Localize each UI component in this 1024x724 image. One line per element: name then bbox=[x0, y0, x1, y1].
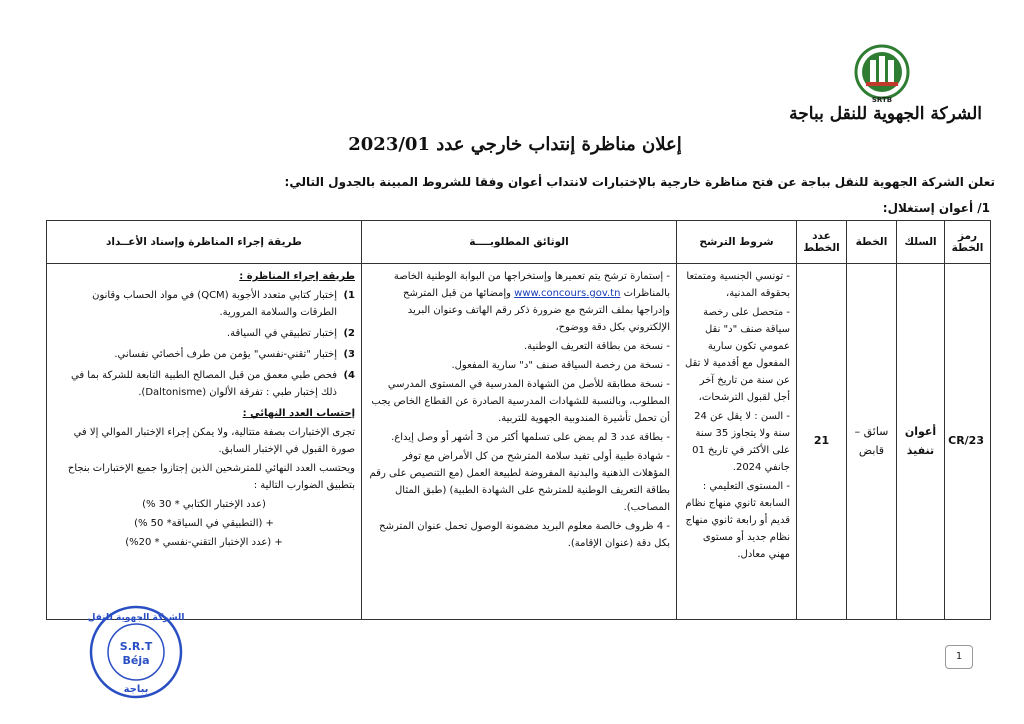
cell-procedure bbox=[47, 264, 362, 620]
header-procedure: طريقة إجراء المناظرة وإسناد الأعــداد bbox=[47, 221, 362, 264]
cell-plan: سائق – قابض bbox=[847, 264, 897, 620]
document-item: - نسخة من بطاقة التعريف الوطنية. bbox=[523, 341, 670, 352]
document-item: - 4 ظروف خالصة معلوم البريد مضمونة الوصول تحمل عنوان المترشح بكل دقة (عنوان الإقامة). bbox=[379, 521, 670, 549]
condition-age: - السن : لا يقل عن 24 سنة ولا يتجاوز 35 سنة على الأكثر في تاريخ 01 جانفي 2024. bbox=[692, 411, 790, 473]
stamp-bottom-text: بباجة bbox=[123, 684, 149, 695]
formula-line: + (عدد الإختبار التقني-نفسي * 20%) bbox=[125, 537, 283, 548]
step-number: 4) bbox=[343, 370, 355, 381]
formula-line: + (التطبيقي في السياقة* 50 %) bbox=[134, 518, 274, 529]
concours-link[interactable]: www.concours.gov.tn bbox=[514, 288, 621, 299]
condition-license: - متحصل على رخصة سياقة صنف "د" نقل عمومي تكون سارية المفعول مع أقدمية لا تقل عن سنة من تاريخ آخر أجل لقبول الترشحات، bbox=[685, 307, 790, 403]
table-row bbox=[47, 264, 991, 620]
procedure-paragraph: تجرى الإختبارات بصفة متتالية، ولا يمكن إجراء الإختبار الموالي إلا في صورة القبول في الإختبار السابق. bbox=[73, 427, 355, 455]
company-name: الشركة الجهوية للنقل بباجة bbox=[789, 104, 982, 124]
cell-corps: أعوان تنفيذ bbox=[897, 264, 945, 620]
header-corps: السلك bbox=[897, 221, 945, 264]
doc-text: وإمضائها من قبل المترشح وإدراجها بملف الترشح مع ضرورة ذكر رقم الهاتف وعنوان البريد الإلكتروني بكل دقة ووضوح، bbox=[403, 288, 670, 333]
formula-line: (عدد الإختبار الكتابي * 30 %) bbox=[142, 499, 266, 510]
cell-count: 21 bbox=[797, 264, 847, 620]
condition-education: - المستوى التعليمي : السابعة ثانوي منهاج نظام قديم أو رابعة ثانوي منهاج نظام جديد أو مستوى مهني معادل. bbox=[685, 481, 790, 560]
procedure-steps bbox=[53, 287, 355, 401]
final-score-title: إحتساب العدد النهائي : bbox=[242, 408, 355, 419]
header-documents: الوثائق المطلوبــــة bbox=[362, 221, 677, 264]
list-item bbox=[53, 346, 355, 363]
official-stamp bbox=[88, 604, 184, 700]
list-item bbox=[53, 325, 355, 342]
procedure-title: طريقة إجراء المناظرة : bbox=[239, 271, 355, 282]
step-text: إختبار "تقني-نفسي" يؤمن من طرف أخصائي نفساني. bbox=[114, 349, 337, 360]
document-item bbox=[368, 268, 670, 336]
section-heading: 1/ أعوان إستغلال: bbox=[882, 201, 990, 215]
doc-text: - إستمارة ترشح يتم تعميرها وإستخراجها من البوابة الوطنية الخاصة بالمناظرات bbox=[393, 271, 670, 299]
step-text: فحص طبي معمق من قبل المصالح الطبية التابعة للشركة بما في ذلك إختبار طبي : تفرقة الألوان (Daltonisme). bbox=[71, 370, 337, 398]
step-number: 1) bbox=[343, 290, 355, 301]
condition-nationality: - تونسي الجنسية ومتمتعا بحقوقه المدنية، bbox=[686, 271, 790, 299]
document-item: - بطاقة عدد 3 لم يمض على تسلمها أكثر من 3 أشهر أو وصل إيداع. bbox=[391, 432, 670, 443]
step-number: 3) bbox=[343, 349, 355, 360]
header-code: رمز الخطة bbox=[945, 221, 991, 264]
document-item: - نسخة من رخصة السياقة صنف "د" سارية المفعول. bbox=[451, 360, 670, 371]
stamp-top-text: الشركة الجهوية للنقل bbox=[88, 613, 184, 623]
list-item bbox=[53, 367, 355, 401]
intro-text: تعلن الشركة الجهوية للنقل بباجة عن فتح مناظرة خارجية بالإختبارات لانتداب أعوان وفقا للشروط المبينة بالجدول التالي: bbox=[284, 175, 995, 189]
page-title: إعلان مناظرة إنتداب خارجي عدد 2023/01 bbox=[348, 134, 682, 155]
company-logo bbox=[852, 44, 912, 104]
header-count: عدد الخطط bbox=[797, 221, 847, 264]
cell-conditions bbox=[677, 264, 797, 620]
step-text: إختبار تطبيقي في السياقة. bbox=[226, 328, 337, 339]
cell-documents bbox=[362, 264, 677, 620]
document-item: - شهادة طبية أولى تفيد سلامة المترشح من كل الأمراض مع توفر المؤهلات الذهنية والبدنية المفروضة لطبيعة العمل (مع التنصيص على رقم بطاقة التعريف الوطنية للمترشح على الشهادة الطبية) (طبق المثال المصاحب). bbox=[369, 451, 670, 513]
document-item: - نسخة مطابقة للأصل من الشهادة المدرسية في المستوى المدرسي المطلوب، وبالنسبة للشهادات المدرسية الصادرة عن القطاع الخاص يجب أن تحمل تأشيرة المندوبية الجهوية للتربية. bbox=[371, 379, 670, 424]
header-plan: الخطة bbox=[847, 221, 897, 264]
recruitment-table bbox=[46, 220, 991, 620]
cell-code: CR/23 bbox=[945, 264, 991, 620]
header-conditions: شروط الترشح bbox=[677, 221, 797, 264]
step-number: 2) bbox=[343, 328, 355, 339]
stamp-beja: Béja bbox=[122, 654, 150, 667]
procedure-paragraph: ويحتسب العدد النهائي للمترشحين الذين إجتازوا جميع الإختبارات بنجاح بتطبيق الضوارب التالية : bbox=[67, 463, 355, 491]
step-text: إختبار كتابي متعدد الأجوبة (QCM) في مواد الحساب وقانون الطرقات والسلامة المرورية. bbox=[92, 290, 337, 318]
logo-caption: SRTB bbox=[871, 96, 893, 104]
page-number: 1 bbox=[945, 645, 973, 669]
table-header-row bbox=[47, 221, 991, 264]
stamp-srt: S.R.T bbox=[119, 640, 153, 653]
list-item bbox=[53, 287, 355, 321]
